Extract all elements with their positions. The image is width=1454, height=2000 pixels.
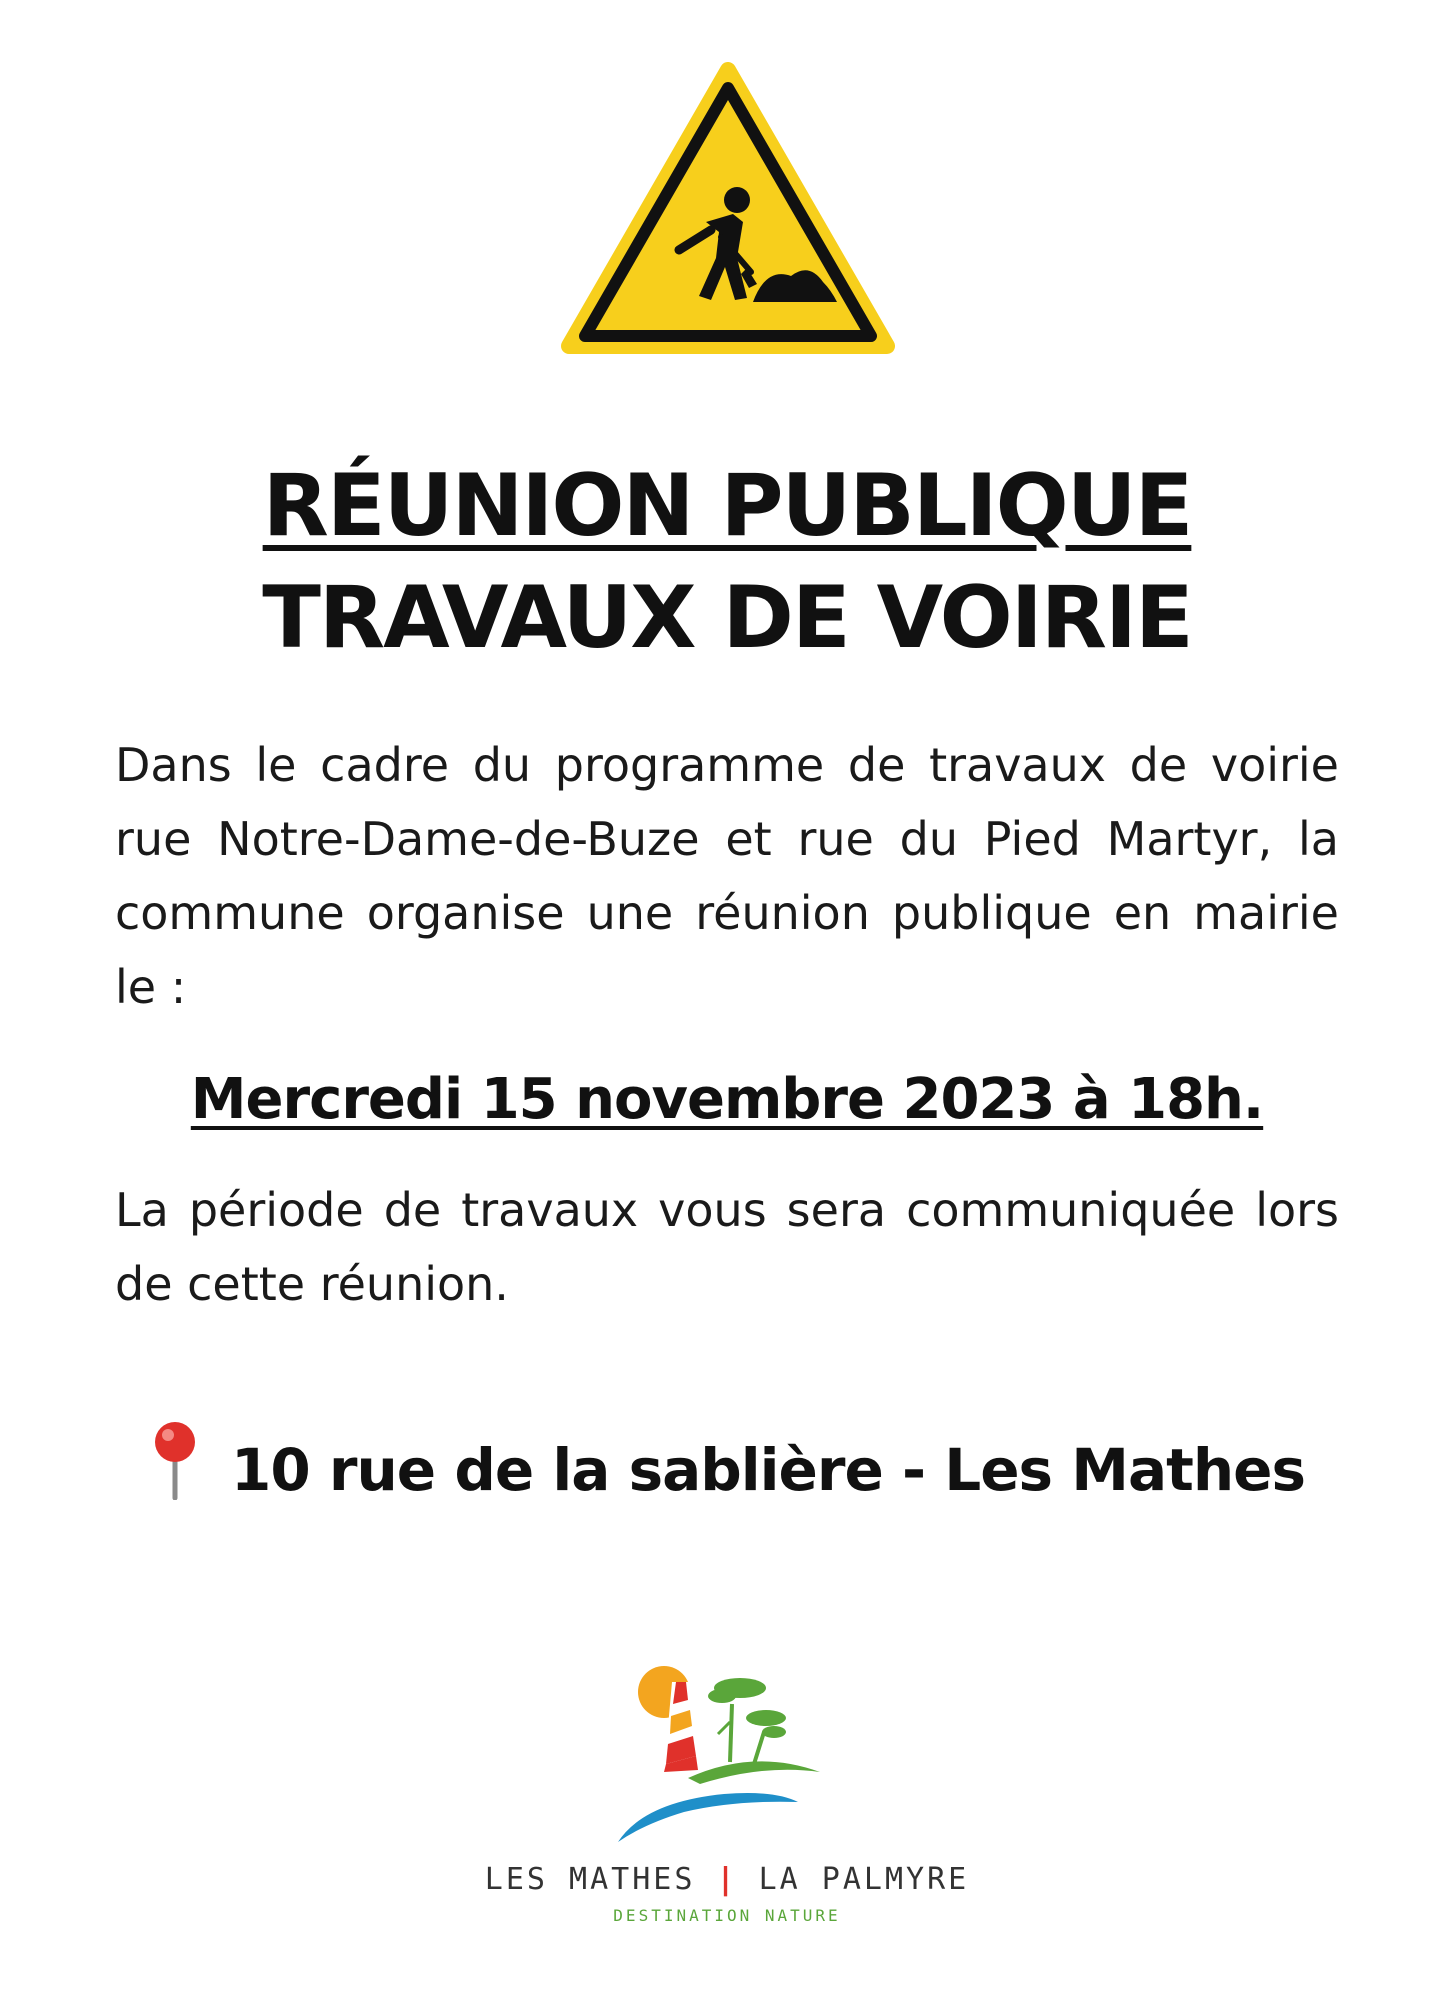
note-paragraph: La période de travaux vous sera communiquée lors de cette réunion.	[115, 1183, 1339, 1311]
brand-name-left: LES MATHES	[484, 1862, 696, 1897]
brand-name	[0, 1862, 1454, 1897]
intro-paragraph: Dans le cadre du programme de travaux de voirie rue Notre-Dame-de-Buze et rue du Pied Martyr, la commune organise une réunion publique en mairie le :	[115, 738, 1339, 1014]
brand-separator: |	[716, 1862, 738, 1897]
brand-name-right: LA PALMYRE	[758, 1862, 970, 1897]
brand-tagline: DESTINATION NATURE	[613, 1906, 841, 1925]
title-line-1: RÉUNION PUBLIQUE	[262, 456, 1192, 556]
address-text: 10 rue de la sablière - Les Mathes	[230, 1436, 1305, 1504]
meeting-date: Mercredi 15 novembre 2023 à 18h.	[190, 1067, 1264, 1132]
roadwork-warning-sign-icon	[561, 62, 895, 362]
title-line-2: TRAVAUX DE VOIRIE	[262, 568, 1192, 668]
location-pin-icon	[149, 1420, 201, 1500]
les-mathes-logo	[614, 1652, 840, 1852]
address-line	[0, 1420, 1454, 1510]
page-title	[0, 450, 1454, 674]
